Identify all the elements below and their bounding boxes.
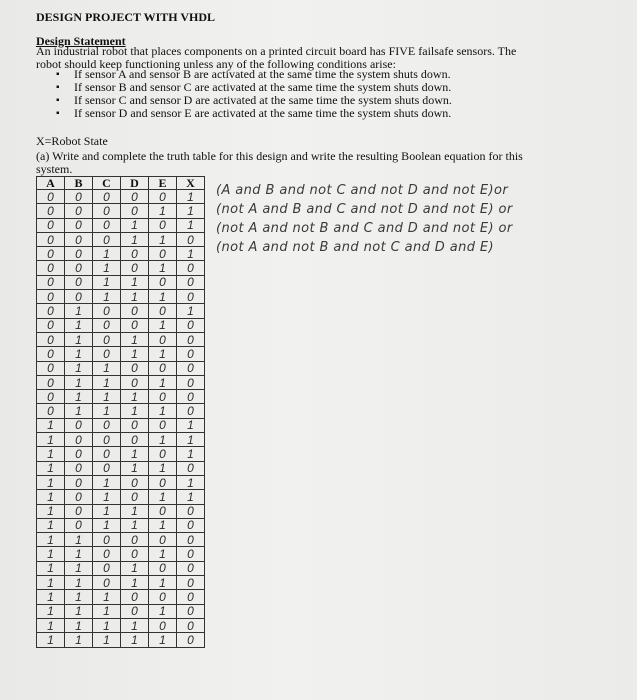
table-cell: 0 bbox=[177, 332, 205, 346]
table-row bbox=[37, 190, 205, 204]
table-cell: 0 bbox=[93, 332, 121, 346]
table-cell: 1 bbox=[93, 361, 121, 375]
condition-item: ▪ If sensor B and sensor C are activated at the same time the system shuts down. bbox=[56, 81, 452, 94]
table-cell: 0 bbox=[65, 490, 93, 504]
truth-table-body bbox=[37, 190, 205, 648]
table-cell: 1 bbox=[65, 590, 93, 604]
document-title: DESIGN PROJECT WITH VHDL bbox=[36, 10, 216, 24]
table-cell: 1 bbox=[37, 433, 65, 447]
table-cell: 0 bbox=[177, 275, 205, 289]
table-cell: 1 bbox=[121, 404, 149, 418]
table-cell: 1 bbox=[121, 232, 149, 246]
table-row bbox=[37, 232, 205, 246]
truth-table bbox=[36, 176, 205, 648]
table-row bbox=[37, 504, 205, 518]
table-cell: 1 bbox=[37, 633, 65, 647]
table-cell: 0 bbox=[65, 418, 93, 432]
table-cell: 1 bbox=[149, 261, 177, 275]
table-cell: 1 bbox=[149, 461, 177, 475]
table-cell: 0 bbox=[93, 347, 121, 361]
table-row bbox=[37, 261, 205, 275]
table-cell: 1 bbox=[65, 561, 93, 575]
table-cell: 1 bbox=[121, 504, 149, 518]
table-cell: 0 bbox=[149, 332, 177, 346]
table-cell: 1 bbox=[93, 475, 121, 489]
table-cell: 1 bbox=[121, 518, 149, 532]
table-cell: 1 bbox=[65, 618, 93, 632]
table-cell: 0 bbox=[37, 347, 65, 361]
condition-item: ▪ If sensor D and sensor E are activated at the same time the system shuts down. bbox=[56, 107, 452, 120]
table-cell: 0 bbox=[121, 375, 149, 389]
table-cell: 1 bbox=[149, 347, 177, 361]
table-cell: 1 bbox=[37, 533, 65, 547]
table-cell: 0 bbox=[121, 490, 149, 504]
table-cell: 0 bbox=[121, 304, 149, 318]
equation-term-4: (not A and not B and not C and D and E) bbox=[216, 240, 495, 255]
table-cell: 0 bbox=[149, 447, 177, 461]
table-row bbox=[37, 533, 205, 547]
table-cell: 0 bbox=[65, 433, 93, 447]
header-d: D bbox=[121, 177, 149, 190]
table-cell: 0 bbox=[149, 190, 177, 204]
truth-table-header bbox=[37, 177, 205, 190]
table-cell: 0 bbox=[121, 247, 149, 261]
header-a: A bbox=[37, 177, 65, 190]
table-cell: 0 bbox=[37, 204, 65, 218]
table-cell: 0 bbox=[93, 576, 121, 590]
table-cell: 0 bbox=[177, 533, 205, 547]
table-cell: 1 bbox=[121, 576, 149, 590]
table-row bbox=[37, 218, 205, 232]
table-cell: 1 bbox=[93, 247, 121, 261]
table-cell: 1 bbox=[93, 404, 121, 418]
header-b: B bbox=[65, 177, 93, 190]
table-cell: 0 bbox=[149, 275, 177, 289]
table-cell: 0 bbox=[93, 418, 121, 432]
table-cell: 0 bbox=[37, 375, 65, 389]
table-cell: 1 bbox=[37, 490, 65, 504]
header-c: C bbox=[93, 177, 121, 190]
table-cell: 0 bbox=[93, 204, 121, 218]
table-cell: 1 bbox=[121, 633, 149, 647]
table-cell: 0 bbox=[93, 232, 121, 246]
table-cell: 1 bbox=[65, 633, 93, 647]
table-row bbox=[37, 375, 205, 389]
table-cell: 1 bbox=[177, 433, 205, 447]
section-heading: Design Statement bbox=[36, 34, 126, 48]
header-x: X bbox=[177, 177, 205, 190]
table-row bbox=[37, 332, 205, 346]
table-cell: 1 bbox=[121, 390, 149, 404]
table-cell: 1 bbox=[177, 218, 205, 232]
table-cell: 1 bbox=[65, 390, 93, 404]
table-cell: 1 bbox=[93, 261, 121, 275]
table-cell: 0 bbox=[65, 247, 93, 261]
table-row bbox=[37, 361, 205, 375]
table-cell: 0 bbox=[177, 633, 205, 647]
table-cell: 0 bbox=[37, 332, 65, 346]
table-cell: 1 bbox=[93, 518, 121, 532]
table-row bbox=[37, 590, 205, 604]
table-cell: 0 bbox=[37, 404, 65, 418]
table-row bbox=[37, 347, 205, 361]
table-cell: 0 bbox=[121, 190, 149, 204]
table-cell: 0 bbox=[65, 232, 93, 246]
table-cell: 0 bbox=[37, 261, 65, 275]
table-cell: 0 bbox=[177, 318, 205, 332]
table-cell: 1 bbox=[37, 461, 65, 475]
table-cell: 0 bbox=[149, 247, 177, 261]
table-cell: 0 bbox=[121, 361, 149, 375]
table-row bbox=[37, 547, 205, 561]
table-cell: 1 bbox=[65, 304, 93, 318]
table-cell: 1 bbox=[65, 347, 93, 361]
table-cell: 1 bbox=[37, 475, 65, 489]
table-cell: 0 bbox=[149, 218, 177, 232]
table-cell: 0 bbox=[37, 218, 65, 232]
table-cell: 0 bbox=[93, 304, 121, 318]
table-cell: 1 bbox=[65, 576, 93, 590]
table-cell: 0 bbox=[149, 304, 177, 318]
table-cell: 1 bbox=[149, 576, 177, 590]
table-cell: 1 bbox=[93, 390, 121, 404]
table-row bbox=[37, 447, 205, 461]
table-cell: 1 bbox=[177, 447, 205, 461]
table-cell: 0 bbox=[149, 590, 177, 604]
table-cell: 0 bbox=[93, 218, 121, 232]
table-cell: 0 bbox=[149, 533, 177, 547]
table-row bbox=[37, 461, 205, 475]
table-cell: 0 bbox=[177, 404, 205, 418]
table-cell: 0 bbox=[65, 504, 93, 518]
table-row bbox=[37, 247, 205, 261]
table-cell: 1 bbox=[149, 433, 177, 447]
table-cell: 0 bbox=[177, 347, 205, 361]
table-row bbox=[37, 433, 205, 447]
table-cell: 0 bbox=[93, 561, 121, 575]
table-cell: 0 bbox=[121, 475, 149, 489]
table-cell: 1 bbox=[149, 318, 177, 332]
table-cell: 1 bbox=[37, 576, 65, 590]
table-cell: 0 bbox=[121, 547, 149, 561]
table-cell: 1 bbox=[149, 633, 177, 647]
table-cell: 1 bbox=[93, 504, 121, 518]
table-cell: 1 bbox=[93, 633, 121, 647]
table-cell: 0 bbox=[149, 475, 177, 489]
table-cell: 1 bbox=[93, 290, 121, 304]
table-cell: 0 bbox=[149, 504, 177, 518]
table-row bbox=[37, 418, 205, 432]
table-cell: 0 bbox=[177, 576, 205, 590]
table-row bbox=[37, 390, 205, 404]
table-row bbox=[37, 404, 205, 418]
table-cell: 0 bbox=[65, 290, 93, 304]
table-cell: 1 bbox=[121, 461, 149, 475]
table-cell: 0 bbox=[65, 218, 93, 232]
question-line-2: system. bbox=[36, 162, 73, 176]
table-row bbox=[37, 290, 205, 304]
table-cell: 0 bbox=[65, 475, 93, 489]
condition-item: ▪ If sensor C and sensor D are activated at the same time the system shuts down. bbox=[56, 94, 452, 107]
table-cell: 0 bbox=[149, 361, 177, 375]
table-row bbox=[37, 604, 205, 618]
table-cell: 0 bbox=[121, 318, 149, 332]
table-row bbox=[37, 318, 205, 332]
table-cell: 1 bbox=[37, 618, 65, 632]
table-row bbox=[37, 275, 205, 289]
table-cell: 0 bbox=[177, 375, 205, 389]
table-cell: 0 bbox=[93, 433, 121, 447]
table-cell: 0 bbox=[65, 275, 93, 289]
table-cell: 1 bbox=[177, 418, 205, 432]
statement-line-2: robot should keep functioning unless any of the following conditions arise: bbox=[36, 57, 396, 71]
table-cell: 1 bbox=[65, 375, 93, 389]
table-cell: 0 bbox=[177, 461, 205, 475]
table-cell: 0 bbox=[65, 204, 93, 218]
table-cell: 0 bbox=[177, 518, 205, 532]
table-cell: 1 bbox=[93, 604, 121, 618]
table-row bbox=[37, 576, 205, 590]
table-cell: 1 bbox=[65, 404, 93, 418]
equation-term-2: (not A and B and C and not D and not E) or bbox=[216, 202, 513, 217]
table-row bbox=[37, 561, 205, 575]
condition-item: ▪ If sensor A and sensor B are activated at the same time the system shuts down. bbox=[56, 68, 452, 81]
table-row bbox=[37, 475, 205, 489]
table-cell: 1 bbox=[121, 447, 149, 461]
table-cell: 1 bbox=[177, 190, 205, 204]
table-cell: 1 bbox=[93, 490, 121, 504]
table-cell: 1 bbox=[93, 375, 121, 389]
table-cell: 1 bbox=[37, 447, 65, 461]
table-cell: 1 bbox=[65, 361, 93, 375]
table-cell: 0 bbox=[177, 604, 205, 618]
table-cell: 0 bbox=[121, 433, 149, 447]
table-cell: 0 bbox=[121, 261, 149, 275]
table-cell: 0 bbox=[37, 290, 65, 304]
table-cell: 0 bbox=[177, 547, 205, 561]
table-row bbox=[37, 304, 205, 318]
table-row bbox=[37, 618, 205, 632]
table-cell: 0 bbox=[65, 261, 93, 275]
table-cell: 0 bbox=[93, 447, 121, 461]
table-cell: 1 bbox=[121, 275, 149, 289]
table-cell: 1 bbox=[37, 547, 65, 561]
table-cell: 1 bbox=[93, 618, 121, 632]
table-cell: 0 bbox=[121, 533, 149, 547]
table-cell: 0 bbox=[93, 318, 121, 332]
table-cell: 0 bbox=[93, 190, 121, 204]
table-cell: 0 bbox=[177, 290, 205, 304]
table-cell: 1 bbox=[93, 590, 121, 604]
table-cell: 1 bbox=[37, 504, 65, 518]
table-row bbox=[37, 204, 205, 218]
table-cell: 0 bbox=[149, 618, 177, 632]
equation-term-1: (A and B and not C and not D and not E)or bbox=[216, 183, 509, 198]
table-cell: 1 bbox=[121, 618, 149, 632]
table-cell: 0 bbox=[177, 561, 205, 575]
table-cell: 0 bbox=[177, 361, 205, 375]
table-cell: 1 bbox=[149, 547, 177, 561]
table-cell: 0 bbox=[177, 618, 205, 632]
table-cell: 1 bbox=[121, 218, 149, 232]
table-cell: 1 bbox=[149, 290, 177, 304]
table-cell: 1 bbox=[149, 404, 177, 418]
table-cell: 1 bbox=[149, 375, 177, 389]
table-cell: 0 bbox=[177, 504, 205, 518]
table-cell: 1 bbox=[149, 518, 177, 532]
question-line-1: (a) Write and complete the truth table for this design and write the resulting Boolean equation for this bbox=[36, 149, 523, 163]
table-cell: 0 bbox=[37, 318, 65, 332]
table-cell: 0 bbox=[65, 518, 93, 532]
equation-term-3: (not A and not B and C and D and not E) or bbox=[216, 221, 513, 236]
table-cell: 1 bbox=[121, 290, 149, 304]
statement-line-1: An industrial robot that places components on a printed circuit board has FIVE failsafe sensors. The bbox=[36, 44, 517, 58]
table-cell: 0 bbox=[121, 204, 149, 218]
table-cell: 1 bbox=[177, 475, 205, 489]
x-definition: X=Robot State bbox=[36, 134, 108, 148]
table-cell: 1 bbox=[93, 275, 121, 289]
table-row bbox=[37, 633, 205, 647]
table-cell: 0 bbox=[65, 447, 93, 461]
table-cell: 0 bbox=[93, 533, 121, 547]
table-cell: 0 bbox=[37, 304, 65, 318]
table-cell: 1 bbox=[177, 490, 205, 504]
table-cell: 1 bbox=[65, 547, 93, 561]
table-cell: 1 bbox=[65, 332, 93, 346]
table-cell: 1 bbox=[37, 590, 65, 604]
table-cell: 0 bbox=[37, 361, 65, 375]
table-cell: 0 bbox=[37, 232, 65, 246]
header-e: E bbox=[149, 177, 177, 190]
table-cell: 0 bbox=[65, 461, 93, 475]
table-cell: 0 bbox=[177, 590, 205, 604]
table-cell: 0 bbox=[149, 418, 177, 432]
table-cell: 1 bbox=[121, 347, 149, 361]
table-cell: 1 bbox=[149, 232, 177, 246]
table-cell: 1 bbox=[149, 204, 177, 218]
table-cell: 1 bbox=[37, 418, 65, 432]
table-cell: 1 bbox=[177, 304, 205, 318]
table-cell: 0 bbox=[177, 390, 205, 404]
handwritten-equation bbox=[216, 181, 513, 257]
table-cell: 1 bbox=[65, 318, 93, 332]
table-cell: 0 bbox=[65, 190, 93, 204]
conditions-list bbox=[56, 68, 452, 120]
table-cell: 1 bbox=[65, 533, 93, 547]
table-cell: 0 bbox=[37, 190, 65, 204]
table-cell: 1 bbox=[177, 247, 205, 261]
table-cell: 1 bbox=[65, 604, 93, 618]
table-cell: 0 bbox=[177, 261, 205, 275]
table-cell: 1 bbox=[37, 604, 65, 618]
table-cell: 0 bbox=[93, 547, 121, 561]
table-cell: 1 bbox=[121, 561, 149, 575]
table-row bbox=[37, 518, 205, 532]
question bbox=[36, 138, 576, 176]
table-cell: 1 bbox=[177, 204, 205, 218]
table-cell: 0 bbox=[37, 247, 65, 261]
table-cell: 0 bbox=[37, 275, 65, 289]
table-cell: 0 bbox=[149, 390, 177, 404]
table-cell: 1 bbox=[149, 604, 177, 618]
table-cell: 0 bbox=[121, 418, 149, 432]
table-cell: 0 bbox=[37, 390, 65, 404]
table-cell: 0 bbox=[121, 590, 149, 604]
table-cell: 0 bbox=[121, 604, 149, 618]
table-cell: 1 bbox=[37, 518, 65, 532]
table-cell: 1 bbox=[121, 332, 149, 346]
table-row bbox=[37, 490, 205, 504]
table-cell: 0 bbox=[177, 232, 205, 246]
table-cell: 0 bbox=[93, 461, 121, 475]
table-cell: 1 bbox=[37, 561, 65, 575]
table-cell: 1 bbox=[149, 490, 177, 504]
table-cell: 0 bbox=[149, 561, 177, 575]
